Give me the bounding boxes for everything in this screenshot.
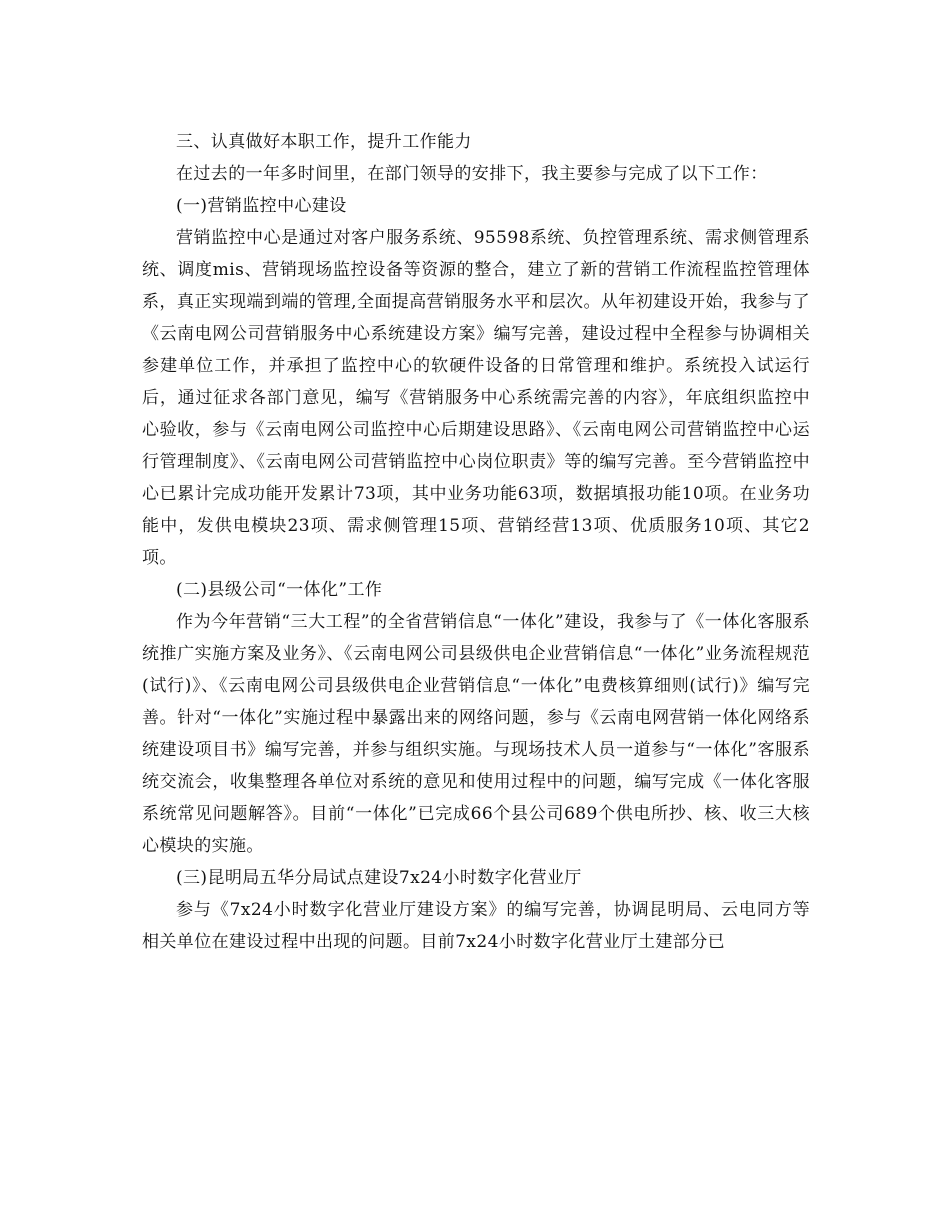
subheading-digital-service-hall: (三)昆明局五华分局试点建设7x24小时数字化营业厅 xyxy=(176,868,582,888)
paragraph-digital-service-hall: 参与《7x24小时数字化营业厅建设方案》的编写完善，协调昆明局、云电同方等相关单位在建设过程中出现的问题。目前7x24小时数字化营业厅土建部分已 xyxy=(142,900,810,952)
subheading-county-integration: (二)县级公司“一体化”工作 xyxy=(176,580,383,600)
subheading-marketing-monitoring-center: (一)营销监控中心建设 xyxy=(176,196,347,216)
paragraph-county-integration: 作为今年营销“三大工程”的全省营销信息“一体化”建设，我参与了《一体化客服系统推广实施方案及业务》、《云南电网公司县级供电企业营销信息“一体化”业务流程规范(试行)》、《云南电网公司县级供电企业营销信息“一体化”电费核算细则(试行)》编写完善。针对“一体化”实施过程中暴露出来的网络问题，参与《云南电网营销一体化网络系统建设项目书》编写完善，并参与组织实施。与现场技术人员一道参与“一体化”客服系统交流会，收集整理各单位对系统的意见和使用过程中的问题，编写完成《一体化客服系统常见问题解答》。目前“一体化”已完成66个县公司689个供电所抄、核、收三大核心模块的实施。 xyxy=(142,612,810,856)
paragraph-marketing-monitoring-center: 营销监控中心是通过对客户服务系统、95598系统、负控管理系统、需求侧管理系统、调度mis、营销现场监控设备等资源的整合，建立了新的营销工作流程监控管理体系，真正实现端到端的管理,全面提高营销服务水平和层次。从年初建设开始，我参与了《云南电网公司营销服务中心系统建设方案》编写完善，建设过程中全程参与协调相关参建单位工作，并承担了监控中心的软硬件设备的日常管理和维护。系统投入试运行后，通过征求各部门意见，编写《营销服务中心系统需完善的内容》，年底组织监控中心验收，参与《云南电网公司监控中心后期建设思路》、《云南电网公司营销监控中心运行管理制度》、《云南电网公司营销监控中心岗位职责》等的编写完善。至今营销监控中心已累计完成功能开发累计73项，其中业务功能63项，数据填报功能10项。在业务功能中，发供电模块23项、需求侧管理15项、营销经营13项、优质服务10项、其它2项。 xyxy=(142,228,810,568)
section-heading-3: 三、认真做好本职工作，提升工作能力 xyxy=(176,132,472,152)
intro-paragraph: 在过去的一年多时间里，在部门领导的安排下，我主要参与完成了以下工作： xyxy=(176,164,768,184)
document-body xyxy=(142,126,810,958)
